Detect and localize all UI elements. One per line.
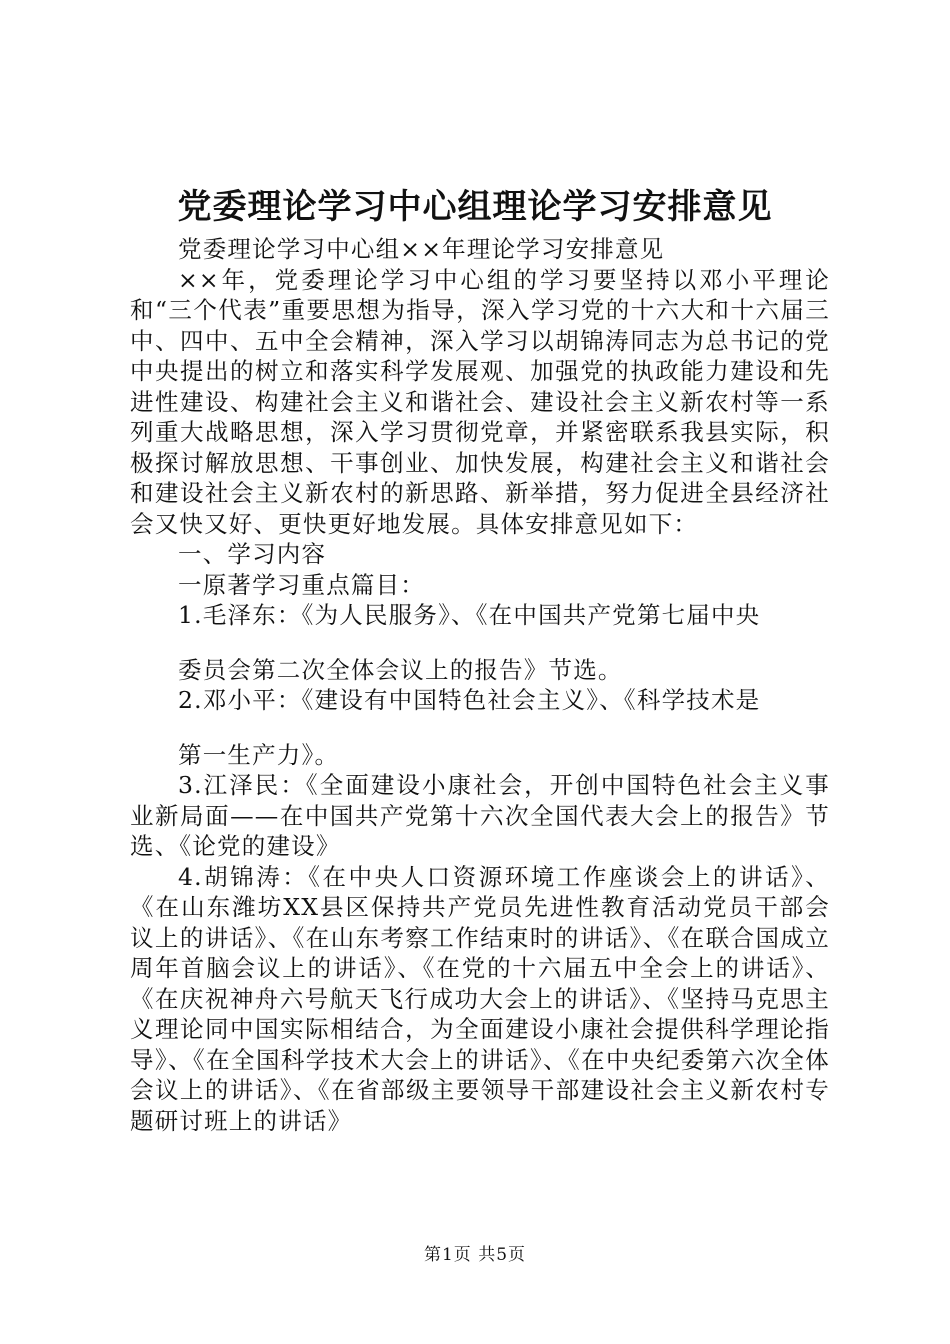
document-title: 党委理论学习中心组理论学习安排意见 <box>177 187 773 227</box>
list-item-2-line-1: 2.邓小平：《建设有中国特色社会主义》、《科学技术是 <box>178 686 761 714</box>
page-footer: 第1页 共5页 <box>423 1245 527 1265</box>
intro-paragraph: ××年，党委理论学习中心组的学习要坚持以邓小平理论和“三个代表”重要思想为指导，深入学习党的十六大和十六届三中、四中、五中全会精神，深入学习以胡锦涛同志为总书记的党中央提出的树立和落实科学发展观、加强党的执政能力建设和先进性建设、构建社会主义和谐社会、建设社会主义新农村等一系列重大战略思想，深入学习贯彻党章，并紧密联系我县实际，积极探讨解放思想、干事创业、加快发展，构建社会主义和谐社会和建设社会主义新农村的新思路、新举措，努力促进全县经济社会又快又好、更快更好地发展。具体安排意见如下： <box>130 265 830 538</box>
section-heading: 一、学习内容 <box>178 540 327 568</box>
list-item-2-line-2: 第一生产力》。 <box>178 740 340 769</box>
document-body <box>130 234 830 1136</box>
subsection-heading: 一原著学习重点篇目： <box>178 570 425 599</box>
list-item-4: 4.胡锦涛：《在中央人口资源环境工作座谈会上的讲话》、《在山东潍坊XX县区保持共产党员先进性教育活动党员干部会议上的讲话》、《在山东考察工作结束时的讲话》、《在联合国成立周年首脑会议上的讲话》、《在党的十六届五中全会上的讲话》、《在庆祝神舟六号航天飞行成功大会上的讲话》、《坚持马克思主义理论同中国实际相结合，为全面建设小康社会提供科学理论指导》、《在全国科学技术大会上的讲话》、《在中央纪委第六次全体会议上的讲话》、《在省部级主要领导干部建设社会主义新农村专题研讨班上的讲话》 <box>130 862 830 1135</box>
subtitle-paragraph: 党委理论学习中心组××年理论学习安排意见 <box>178 235 665 263</box>
list-item-1-line-2: 委员会第二次全体会议上的报告》节选。 <box>178 655 623 684</box>
list-item-1-line-1: 1.毛泽东：《为人民服务》、《在中国共产党第七届中央 <box>178 601 761 629</box>
list-item-3: 3.江泽民：《全面建设小康社会，开创中国特色社会主义事业新局面——在中国共产党第十六次全国代表大会上的报告》节选、《论党的建设》 <box>130 771 830 860</box>
